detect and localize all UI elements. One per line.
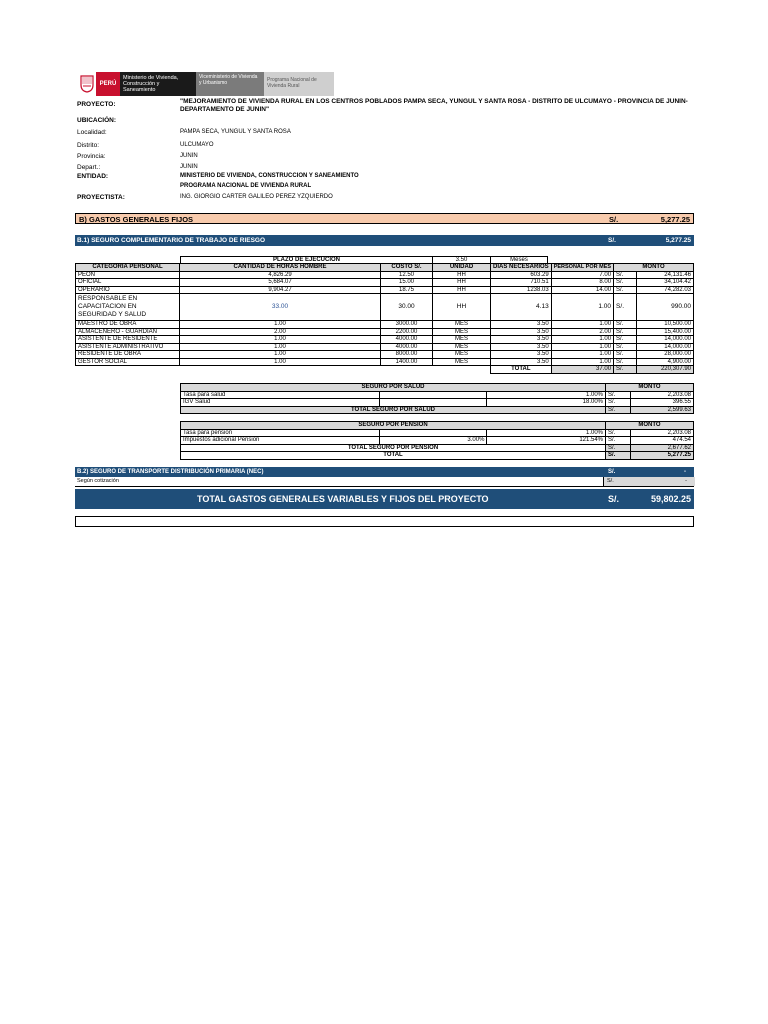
row-currency: S/. — [614, 343, 637, 351]
row-categoria: PEON — [76, 271, 180, 279]
row-dias: 3.50 — [491, 321, 552, 329]
row-costo: 8000.00 — [381, 351, 433, 359]
grand-total-bar-amount: 59,802.25 — [650, 494, 691, 504]
row-monto: 28,000.00 — [637, 351, 694, 359]
col-personal: PERSONAL POR MES — [551, 264, 613, 272]
row-horas: 4,826.29 — [180, 271, 381, 279]
salud-rate: 18.00% — [487, 399, 606, 407]
salud-rate: 1.00% — [487, 391, 606, 399]
row-horas: 1.00 — [180, 351, 381, 359]
row-costo: 3000.00 — [381, 321, 433, 329]
table-row — [76, 343, 694, 351]
row-horas: 2.00 — [180, 328, 381, 336]
salud-total-label: TOTAL SEGURO POR SALUD — [181, 406, 606, 414]
row-categoria: OPERARIO — [76, 286, 180, 294]
pension-monto-header: MONTO — [606, 422, 694, 430]
b2-note-amount: - — [685, 478, 687, 484]
row-dias: 3.50 — [491, 358, 552, 366]
row-personal: 1.00 — [551, 343, 613, 351]
coat-of-arms-icon — [78, 72, 96, 96]
salud-amount: 2,203.08 — [631, 391, 694, 399]
table-row — [76, 321, 694, 329]
grand-total-row — [181, 452, 694, 460]
vice-ministry-name: Viceministerio de Vivienda y Urbanismo — [196, 72, 264, 96]
row-currency: S/. — [614, 279, 637, 287]
section-b2-bar — [75, 467, 694, 477]
row-unidad: MES — [433, 351, 491, 359]
row-horas: 9,904.27 — [180, 286, 381, 294]
row-currency: S/. — [614, 286, 637, 294]
row-categoria: ASISTENTE DE RESIDENTE — [76, 336, 180, 344]
row-horas: 1.00 — [180, 358, 381, 366]
row-personal: 1.00 — [551, 351, 613, 359]
salud-total-row — [181, 406, 694, 414]
pension-total-label: TOTAL SEGURO POR PENSIÓN — [181, 444, 606, 452]
row-dias: 3.50 — [491, 336, 552, 344]
plazo-value: 3.50 — [433, 257, 491, 265]
b2-note: Según cotización — [77, 478, 119, 484]
row-costo: 18.75 — [381, 286, 433, 294]
table-row — [181, 429, 694, 437]
proyecto-label: PROYECTO: — [77, 101, 116, 108]
distrito-value: ULCUMAYO — [180, 142, 214, 148]
salud-currency: S/. — [606, 391, 631, 399]
row-dias: 4.13 — [491, 294, 552, 321]
pension-amount: 474.54 — [631, 437, 694, 445]
total-row — [76, 366, 694, 374]
row-unidad: MES — [433, 336, 491, 344]
pension-amount: 2,203.08 — [631, 429, 694, 437]
row-dias: 603.29 — [491, 271, 552, 279]
row-monto: 34,104.42 — [637, 279, 694, 287]
row-unidad: MES — [433, 358, 491, 366]
grand-total-currency: S/. — [606, 452, 631, 460]
row-categoria: ASISTENTE ADMINISTRATIVO — [76, 343, 180, 351]
row-personal: 14.00 — [551, 286, 613, 294]
provincia-label: Provincia: — [77, 153, 106, 160]
row-unidad: HH — [433, 271, 491, 279]
row-personal: 7.00 — [551, 271, 613, 279]
salud-table — [180, 383, 694, 414]
salud-monto-header: MONTO — [606, 384, 694, 392]
row-costo: 2200.00 — [381, 328, 433, 336]
row-horas: 1.00 — [180, 336, 381, 344]
row-currency: S/. — [614, 328, 637, 336]
row-monto: 14,000.00 — [637, 343, 694, 351]
program-name: Programa Nacional de Vivienda Rural — [264, 72, 334, 96]
b2-note-currency: S/. — [607, 478, 614, 484]
pension-table — [180, 421, 694, 460]
section-b2-currency: S/. — [608, 469, 616, 475]
total-personal: 37.00 — [551, 366, 613, 374]
total-currency: S/. — [614, 366, 637, 374]
row-currency: S/. — [614, 271, 637, 279]
row-personal: 2.00 — [551, 328, 613, 336]
section-b1-bar — [75, 235, 694, 246]
entidad-label: ENTIDAD: — [77, 173, 109, 180]
grand-total-bar-currency: S/. — [608, 494, 620, 504]
table-row — [76, 328, 694, 336]
row-costo: 30.00 — [381, 294, 433, 321]
row-monto: 10,500.00 — [637, 321, 694, 329]
row-unidad: MES — [433, 328, 491, 336]
row-monto: 74,282.03 — [637, 286, 694, 294]
personal-table-header — [76, 264, 694, 272]
total-monto: 220,307.90 — [637, 366, 694, 374]
row-horas: 1.00 — [180, 321, 381, 329]
row-personal: 8.00 — [551, 279, 613, 287]
row-personal: 1.00 — [551, 321, 613, 329]
row-currency: S/. — [614, 351, 637, 359]
plazo-unit: Meses — [491, 257, 548, 265]
provincia-value: JUNIN — [180, 153, 198, 159]
section-b1-amount: 5,277.25 — [665, 237, 691, 244]
grand-total-title: TOTAL GASTOS GENERALES VARIABLES Y FIJOS DEL PROYECTO — [197, 494, 489, 504]
row-monto: 990.00 — [637, 294, 694, 321]
salud-amount: 396.55 — [631, 399, 694, 407]
depart-value: JUNIN — [180, 164, 198, 170]
row-dias: 3.50 — [491, 351, 552, 359]
section-b1-title: B.1) SEGURO COMPLEMENTARIO DE TRABAJO DE RIESGO — [77, 237, 266, 244]
table-row — [181, 399, 694, 407]
table-row — [76, 294, 694, 321]
grand-total-value: 5,277.25 — [631, 452, 694, 460]
row-costo: 4000.00 — [381, 343, 433, 351]
table-row — [76, 336, 694, 344]
pension-percent: 121.54% — [487, 437, 606, 445]
table-row — [76, 271, 694, 279]
col-monto: MONTO — [614, 264, 694, 272]
proyecto-value: "MEJORAMIENTO DE VIVIENDA RURAL EN LOS CENTROS POBLADOS PAMPA SECA, YUNGUL Y SANTA ROSA - DISTRITO DE ULCUMAYO - PROVINCIA DE JUNIN- DEPARTAMENTO DE JUNIN" — [180, 98, 688, 113]
row-horas: 5,684.07 — [180, 279, 381, 287]
section-b-amount: 5,277.25 — [660, 215, 690, 224]
section-b-bar — [75, 213, 694, 224]
row-categoria: RESIDENTE DE OBRA — [76, 351, 180, 359]
pension-total-row — [181, 444, 694, 452]
grand-total-label: TOTAL — [181, 452, 606, 460]
peru-badge: PERÚ — [96, 72, 120, 96]
pension-currency: S/. — [606, 429, 631, 437]
ministry-logo — [78, 72, 334, 96]
pension-rate: 1.00% — [487, 429, 606, 437]
row-monto: 15,400.00 — [637, 328, 694, 336]
pension-rate: 3.00% — [379, 437, 487, 445]
row-dias: 3.50 — [491, 343, 552, 351]
table-row — [181, 437, 694, 445]
table-row — [76, 286, 694, 294]
row-personal: 1.00 — [551, 358, 613, 366]
row-currency: S/. — [614, 358, 637, 366]
ubicacion-label: UBICACIÓN: — [77, 117, 116, 124]
pension-header: SEGURO POR PENSIÓN — [181, 422, 606, 430]
salud-concept: Tasa para salud — [181, 391, 380, 399]
pension-concept: Impuestos adicional Pension — [181, 437, 380, 445]
localidad-label: Localidad: — [77, 129, 107, 136]
col-horas: CANTIDAD DE HORAS HOMBRE — [180, 264, 381, 272]
row-monto: 14,000.00 — [637, 336, 694, 344]
row-categoria: MAESTRO DE OBRA — [76, 321, 180, 329]
row-dias: 3.50 — [491, 328, 552, 336]
proyectista-value: ING. GIORGIO CARTER GALILEO PEREZ YZQUIERDO — [180, 194, 333, 200]
row-monto: 24,131.46 — [637, 271, 694, 279]
row-unidad: HH — [433, 279, 491, 287]
row-dias: 710.51 — [491, 279, 552, 287]
depart-label: Depart.: — [77, 164, 101, 171]
salud-header: SEGURO POR SALUD — [181, 384, 606, 392]
row-horas: 1.00 — [180, 343, 381, 351]
row-categoria: GESTOR SOCIAL — [76, 358, 180, 366]
total-label: TOTAL — [491, 366, 552, 374]
col-unidad: UNIDAD — [433, 264, 491, 272]
col-categoria: CATEGORÍA PERSONAL — [76, 264, 180, 272]
section-b2-amount: - — [684, 469, 686, 475]
row-dias: 1238.03 — [491, 286, 552, 294]
grand-total-bar — [75, 489, 694, 509]
row-personal: 1.00 — [551, 336, 613, 344]
row-horas: 33.00 — [180, 294, 381, 321]
personal-table — [75, 263, 694, 374]
row-unidad: HH — [433, 286, 491, 294]
pension-concept: Tasa para pension — [181, 429, 380, 437]
row-categoria: RESPONSABLE EN CAPACITACION EN SEGURIDAD Y SALUD — [76, 294, 180, 321]
row-categoria: OFICIAL — [76, 279, 180, 287]
empty-footer-box — [75, 516, 694, 527]
pension-total-value: 2,677.62 — [631, 444, 694, 452]
salud-currency: S/. — [606, 399, 631, 407]
row-currency: S/. — [614, 294, 637, 321]
row-currency: S/. — [614, 321, 637, 329]
table-row — [76, 279, 694, 287]
row-currency: S/. — [614, 336, 637, 344]
row-unidad: HH — [433, 294, 491, 321]
section-b-title: B) GASTOS GENERALES FIJOS — [79, 215, 194, 224]
row-categoria: ALMACENERO - GUARDIAN — [76, 328, 180, 336]
section-b2-title: B.2) SEGURO DE TRANSPORTE DISTRIBUCIÓN PRIMARIA (NEC) — [77, 469, 264, 475]
ministry-name: Ministerio de Vivienda, Construcción y Saneamiento — [120, 72, 196, 96]
entidad-value-1: MINISTERIO DE VIVIENDA, CONSTRUCCION Y SANEAMIENTO — [180, 173, 359, 179]
row-costo: 1400.00 — [381, 358, 433, 366]
b2-note-row — [75, 477, 694, 487]
table-row — [76, 358, 694, 366]
entidad-value-2: PROGRAMA NACIONAL DE VIVIENDA RURAL — [180, 183, 312, 189]
pension-total-currency: S/. — [606, 444, 631, 452]
localidad-value: PAMPA SECA, YUNGUL Y SANTA ROSA — [180, 129, 291, 135]
salud-total-currency: S/. — [606, 406, 631, 414]
section-b1-currency: S/. — [608, 237, 616, 244]
distrito-label: Distrito: — [77, 142, 100, 149]
row-costo: 15.00 — [381, 279, 433, 287]
plazo-label: PLAZO DE EJECUCIÓN — [181, 257, 433, 265]
row-unidad: MES — [433, 321, 491, 329]
salud-concept: IGV Salud — [181, 399, 380, 407]
row-costo: 12.50 — [381, 271, 433, 279]
col-dias: DÍAS NECESARIOS — [491, 264, 552, 272]
row-personal: 1.00 — [551, 294, 613, 321]
row-monto: 4,900.00 — [637, 358, 694, 366]
proyectista-label: PROYECTISTA: — [77, 194, 125, 201]
row-costo: 4000.00 — [381, 336, 433, 344]
row-unidad: MES — [433, 343, 491, 351]
b2-note-cell — [603, 477, 695, 486]
salud-total-value: 2,599.63 — [631, 406, 694, 414]
pension-currency: S/. — [606, 437, 631, 445]
section-b-currency: S/. — [609, 215, 619, 224]
col-costo: COSTO S/. — [381, 264, 433, 272]
table-row — [76, 351, 694, 359]
table-row — [181, 391, 694, 399]
